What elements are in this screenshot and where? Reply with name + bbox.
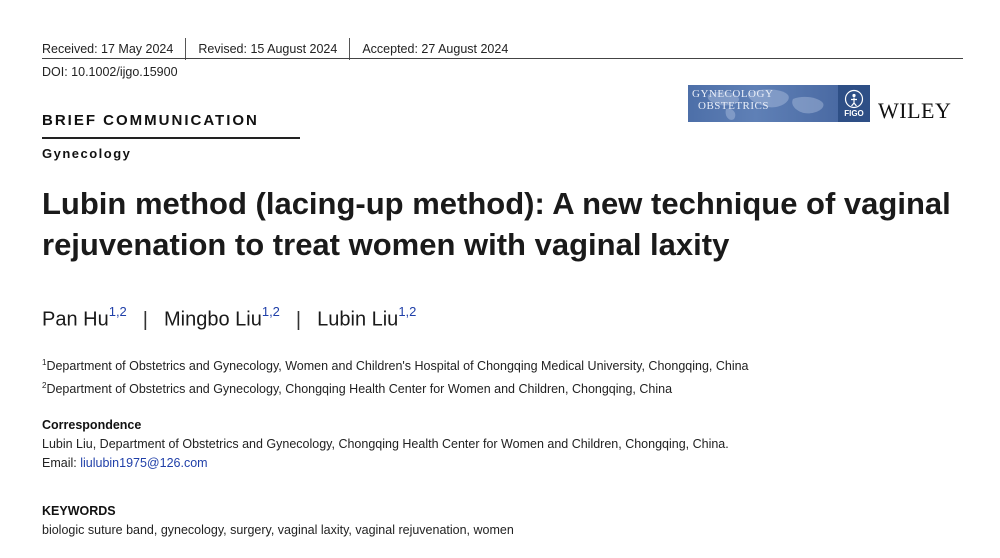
figo-logo	[838, 85, 870, 122]
revised-date: Revised: 15 August 2024	[198, 42, 338, 56]
author-separator: |	[142, 308, 148, 331]
correspondence-text: Lubin Liu, Department of Obstetrics and Gynecology, Chongqing Health Center for Women and Children, Chongqing, China.	[42, 437, 729, 451]
affiliation-number: 1	[42, 358, 47, 367]
author-affiliation-link[interactable]: 1,2	[398, 304, 417, 319]
publisher-logo[interactable]: WILEY	[878, 98, 952, 123]
journal-name-line2: OBSTETRICS	[698, 100, 770, 112]
journal-logo[interactable]	[688, 85, 870, 122]
email-label: Email:	[42, 456, 81, 470]
section-label: BRIEF COMMUNICATION	[42, 112, 259, 129]
figo-emblem-icon	[844, 89, 864, 109]
author-list	[42, 306, 416, 332]
accepted-date: Accepted: 27 August 2024	[362, 42, 509, 56]
correspondence-heading: Correspondence	[42, 418, 142, 432]
affiliation-text: Department of Obstetrics and Gynecology, Chongqing Health Center for Women and Children, Chongqing, China	[46, 382, 673, 397]
author-name[interactable]: Mingbo Liu$^{1,2}$	[164, 304, 280, 331]
section-rule	[42, 137, 300, 139]
author-name[interactable]: Lubin Liu$^{1,2}$	[317, 304, 417, 331]
journal-name-line1: GYNECOLOGY	[692, 88, 774, 100]
journal-name-logo	[688, 85, 838, 122]
author-affiliation-link[interactable]: 1,2	[261, 304, 280, 319]
subsection-label: Gynecology	[42, 146, 132, 161]
affiliation	[42, 358, 749, 373]
affiliation-number: 2	[42, 381, 47, 390]
received-date: Received: 17 May 2024	[42, 42, 174, 56]
author-name[interactable]: Pan Hu$^{1,2}$	[42, 304, 127, 331]
date-divider	[349, 38, 350, 60]
affiliation	[42, 381, 672, 396]
keywords-heading: KEYWORDS	[42, 504, 116, 518]
author-separator: |	[295, 308, 302, 331]
header-rule	[42, 58, 963, 59]
keywords-text: biologic suture band, gynecology, surgery, vaginal laxity, vaginal rejuvenation, women	[42, 523, 514, 537]
publication-dates	[42, 38, 508, 60]
email-link[interactable]: liulubin1975@126.com	[80, 456, 208, 470]
doi[interactable]: DOI: 10.1002/ijgo.15900	[42, 65, 178, 79]
article-title: Lubin method (lacing-up method): A new technique of vaginal rejuvenation to treat women with vaginal laxity	[42, 186, 951, 262]
correspondence-email	[42, 456, 208, 470]
date-divider	[185, 38, 186, 60]
affiliation-text: Department of Obstetrics and Gynecology, Women and Children's Hospital of Chongqing Medical University, Chongqing, China	[46, 359, 749, 374]
figo-label: FIGO	[844, 109, 864, 118]
author-affiliation-link[interactable]: 1,2	[108, 304, 127, 319]
